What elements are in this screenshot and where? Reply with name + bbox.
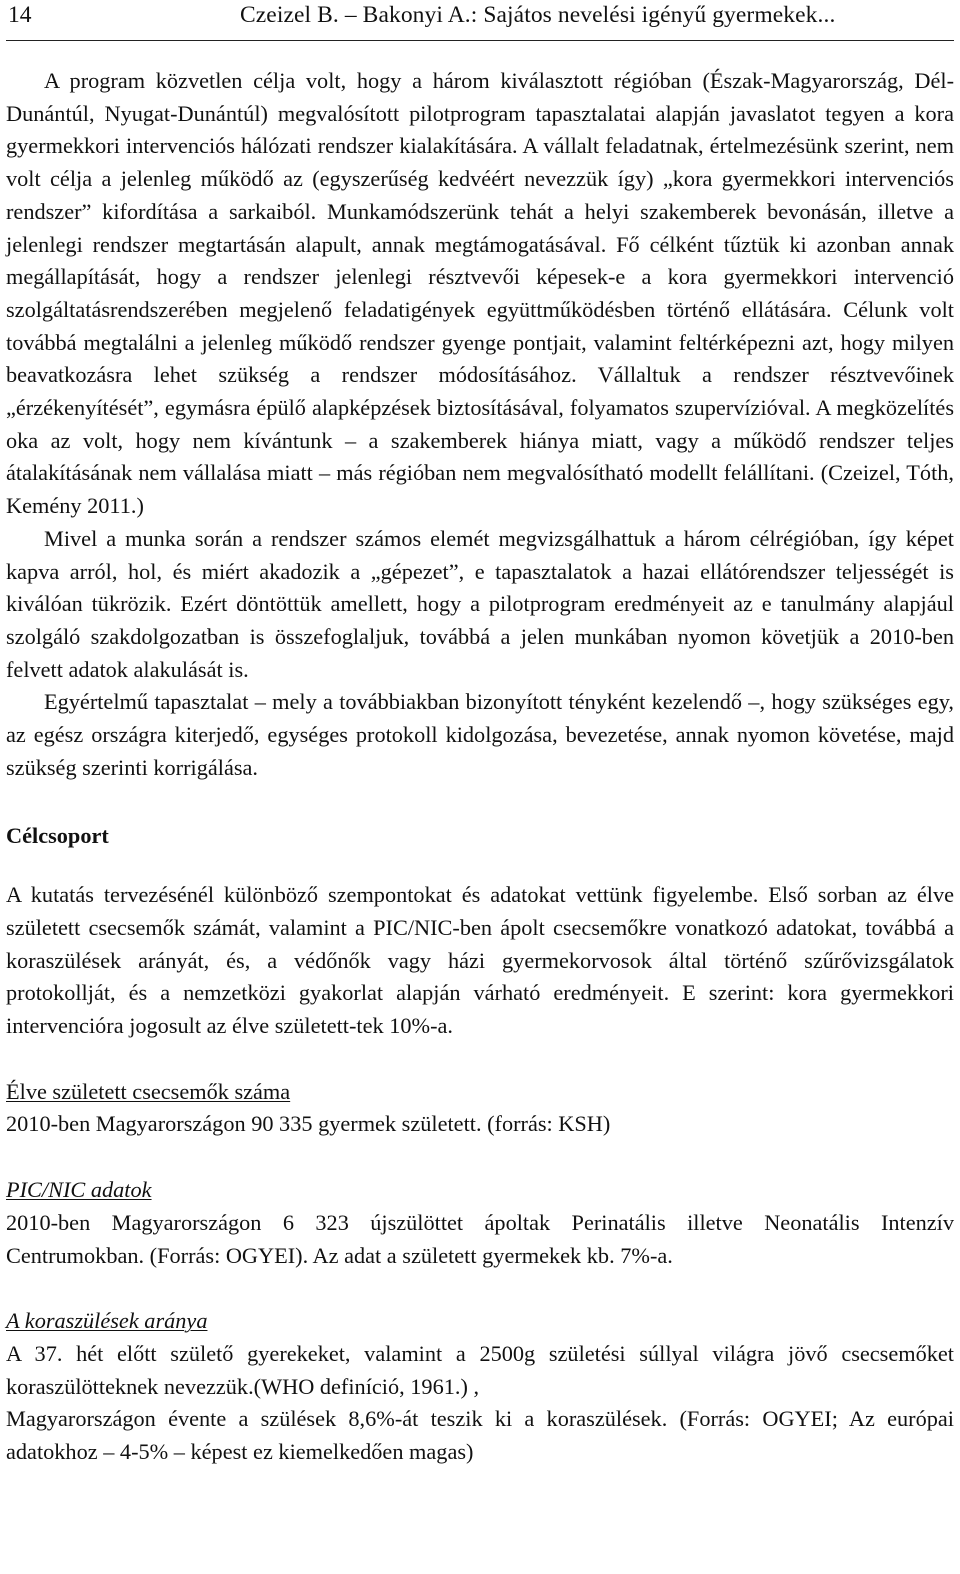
body-paragraph-2: Mivel a munka során a rendszer számos elemét megvizsgálhattuk a három célrégióban, így képet kapva arról, hol, és miért akadozik a „gépezet”, e tapasztalatok a hazai ellátórendszer teljességét is kiválóan tükrözik. Ezért döntöttük amellett, hogy a pilotprogram eredményeit az e tanulmány alapjául szolgáló szakdolgozatban is összefoglaljuk, továbbá a jelen munkában nyomon követjük a 2010-ben felvett adatok alakulását is. xyxy=(6,525,954,682)
document-page xyxy=(6,0,954,1469)
subsection-live-births xyxy=(6,1076,954,1109)
subsection-text: A 37. hét előtt születő gyerekeket, valamint a 2500g születési súllyal világra jövő csecsemőket koraszülötteknek nevezzük.(WHO definíció, 1961.) , xyxy=(6,1340,954,1399)
section-heading: Célcsoport xyxy=(6,823,109,849)
subsection-text: 2010-ben Magyarországon 90 335 gyermek született. (forrás: KSH) xyxy=(6,1111,611,1137)
body-paragraph-3: Egyértelmű tapasztalat – mely a továbbiakban bizonyított tényként kezelendő –, hogy szükséges egy, az egész országra kiterjedő, egységes protokoll kidolgozása, bevezetése, annak nyomon követése, majd szükség szerinti korrigálása. xyxy=(6,689,954,780)
subsection-title: Élve született csecsemők száma xyxy=(6,1078,291,1104)
running-title: Czeizel B. – Bakonyi A.: Sajátos nevelési igényű gyermekek... xyxy=(240,2,836,28)
subsection-title: PIC/NIC adatok xyxy=(6,1177,152,1203)
subsection-pic-nic xyxy=(6,1174,954,1207)
page-header xyxy=(6,0,954,41)
subsection-text: Magyarországon évente a szülések 8,6%-át teszik ki a koraszülések. (Forrás: OGYEI; Az európai adatokhoz – 4-5% – képest ez kiemelkedően magas) xyxy=(6,1406,954,1465)
page-number: 14 xyxy=(8,2,32,28)
subsection-title: A koraszülések aránya xyxy=(6,1308,208,1334)
subsection-text: 2010-ben Magyarországon 6 323 újszülöttet ápoltak Perinatális illetve Neonatális Intenzív Centrumokban. (Forrás: OGYEI). Az adat a született gyermekek kb. 7%-a. xyxy=(6,1209,954,1268)
body-paragraph-1: A program közvetlen célja volt, hogy a három kiválasztott régióban (Észak-Magyarország, Dél-Dunántúl, Nyugat-Dunántúl) megvalósított pilotprogram tapasztalatai alapján javaslatot tegyen a kora gyermekkori intervenciós hálózati rendszer kialakítására. A vállalt feladatnak, értelmezésünk szerint, nem volt célja a jelenleg működő az (egyszerűség kedvéért nevezzük így) „kora gyermekkori intervenciós rendszer” kifordítása a sarkaiból. Munkamódszerünk tehát a helyi szakemberek bevonásán, illetve a jelenlegi rendszer megtartásán alapult, annak megtámogatásával. Fő célként tűztük ki azonban annak megállapítását, hogy a rendszer jelenlegi résztvevői képesek-e a kora gyermekkori intervenció szolgáltatásrendszerében megjelenő feladatigények együttműködésben történő ellátására. Célunk volt továbbá megtalálni a jelenleg működő rendszer gyenge pontjait, valamint feltérképezni azt, hogy milyen beavatkozásra lehet szükség a rendszer módosításához. Vállaltuk a rendszer résztvevőinek „érzékenyítését”, egymásra épülő alapképzések biztosításával, folyamatos szupervízióval. A megközelítés oka az volt, hogy nem kívántunk – a szakemberek hiánya miatt, vagy a működő rendszer teljes átalakításának nem vállalása miatt – más régióban nem megvalósítható modellt felállítani. (Czeizel, Tóth, Kemény 2011.) xyxy=(6,68,954,519)
subsection-premature-rate xyxy=(6,1305,954,1338)
body-paragraph-4: A kutatás tervezésénél különböző szempontokat és adatokat vettünk figyelembe. Első sorban az élve született csecsemők számát, valamint a PIC/NIC-ben ápolt csecsemőkre vonatkozó adatokat, továbbá a koraszülések arányát, és, a védőnők vagy házi gyermekorvosok által történő szűrővizsgálatok protokollját, és a nemzetközi gyakorlat alapján várható eredményeit. E szerint: kora gyermekkori intervencióra jogosult az élve született-tek 10%-a. xyxy=(6,882,954,1038)
